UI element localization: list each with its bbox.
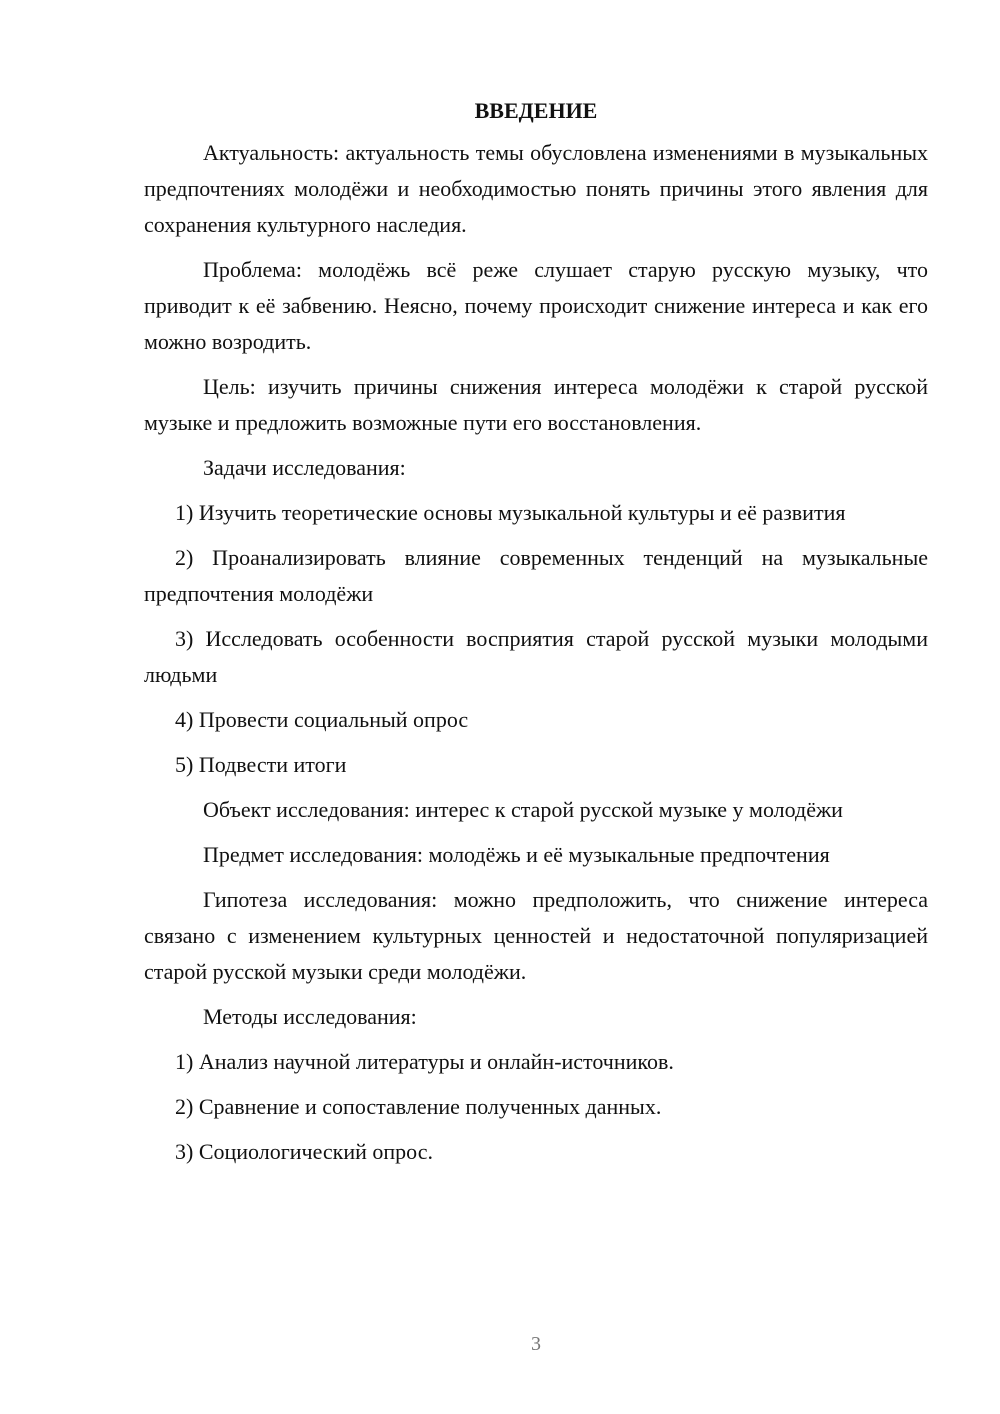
task-item-1: 1) Изучить теоретические основы музыкальной культуры и её развития	[175, 500, 846, 525]
subject-paragraph: Предмет исследования: молодёжь и её музыкальные предпочтения	[203, 842, 830, 867]
task-item-2: 2) Проанализировать влияние современных тенденций на музыкальные предпочтения молодёжи	[144, 545, 928, 606]
method-item-3: 3) Социологический опрос.	[175, 1139, 433, 1164]
method-item-2: 2) Сравнение и сопоставление полученных данных.	[175, 1094, 662, 1119]
method-item-1: 1) Анализ научной литературы и онлайн-источников.	[175, 1049, 674, 1074]
object-paragraph: Объект исследования: интерес к старой русской музыке у молодёжи	[203, 797, 843, 822]
hypothesis-paragraph: Гипотеза исследования: можно предположить, что снижение интереса связано с изменением культурных ценностей и недостаточной популяризацией старой русской музыки среди молодёжи.	[144, 887, 928, 984]
task-item-4: 4) Провести социальный опрос	[175, 707, 469, 732]
methods-heading: Методы исследования:	[203, 1004, 417, 1029]
page-number: 3	[531, 1333, 541, 1355]
tasks-heading: Задачи исследования:	[203, 455, 406, 480]
problem-paragraph: Проблема: молодёжь всё реже слушает старую русскую музыку, что приводит к её забвению. Неясно, почему происходит снижение интереса и как его можно возродить.	[144, 257, 928, 354]
relevance-paragraph: Актуальность: актуальность темы обусловлена изменениями в музыкальных предпочтениях молодёжи и необходимостью понять причины этого явления для сохранения культурного наследия.	[144, 140, 928, 237]
section-title: ВВЕДЕНИЕ	[474, 98, 598, 123]
goal-paragraph: Цель: изучить причины снижения интереса молодёжи к старой русской музыке и предложить возможные пути его восстановления.	[144, 374, 928, 435]
page-content	[144, 93, 928, 1179]
task-item-3: 3) Исследовать особенности восприятия старой русской музыки молодыми людьми	[144, 626, 928, 687]
task-item-5: 5) Подвести итоги	[175, 752, 347, 777]
